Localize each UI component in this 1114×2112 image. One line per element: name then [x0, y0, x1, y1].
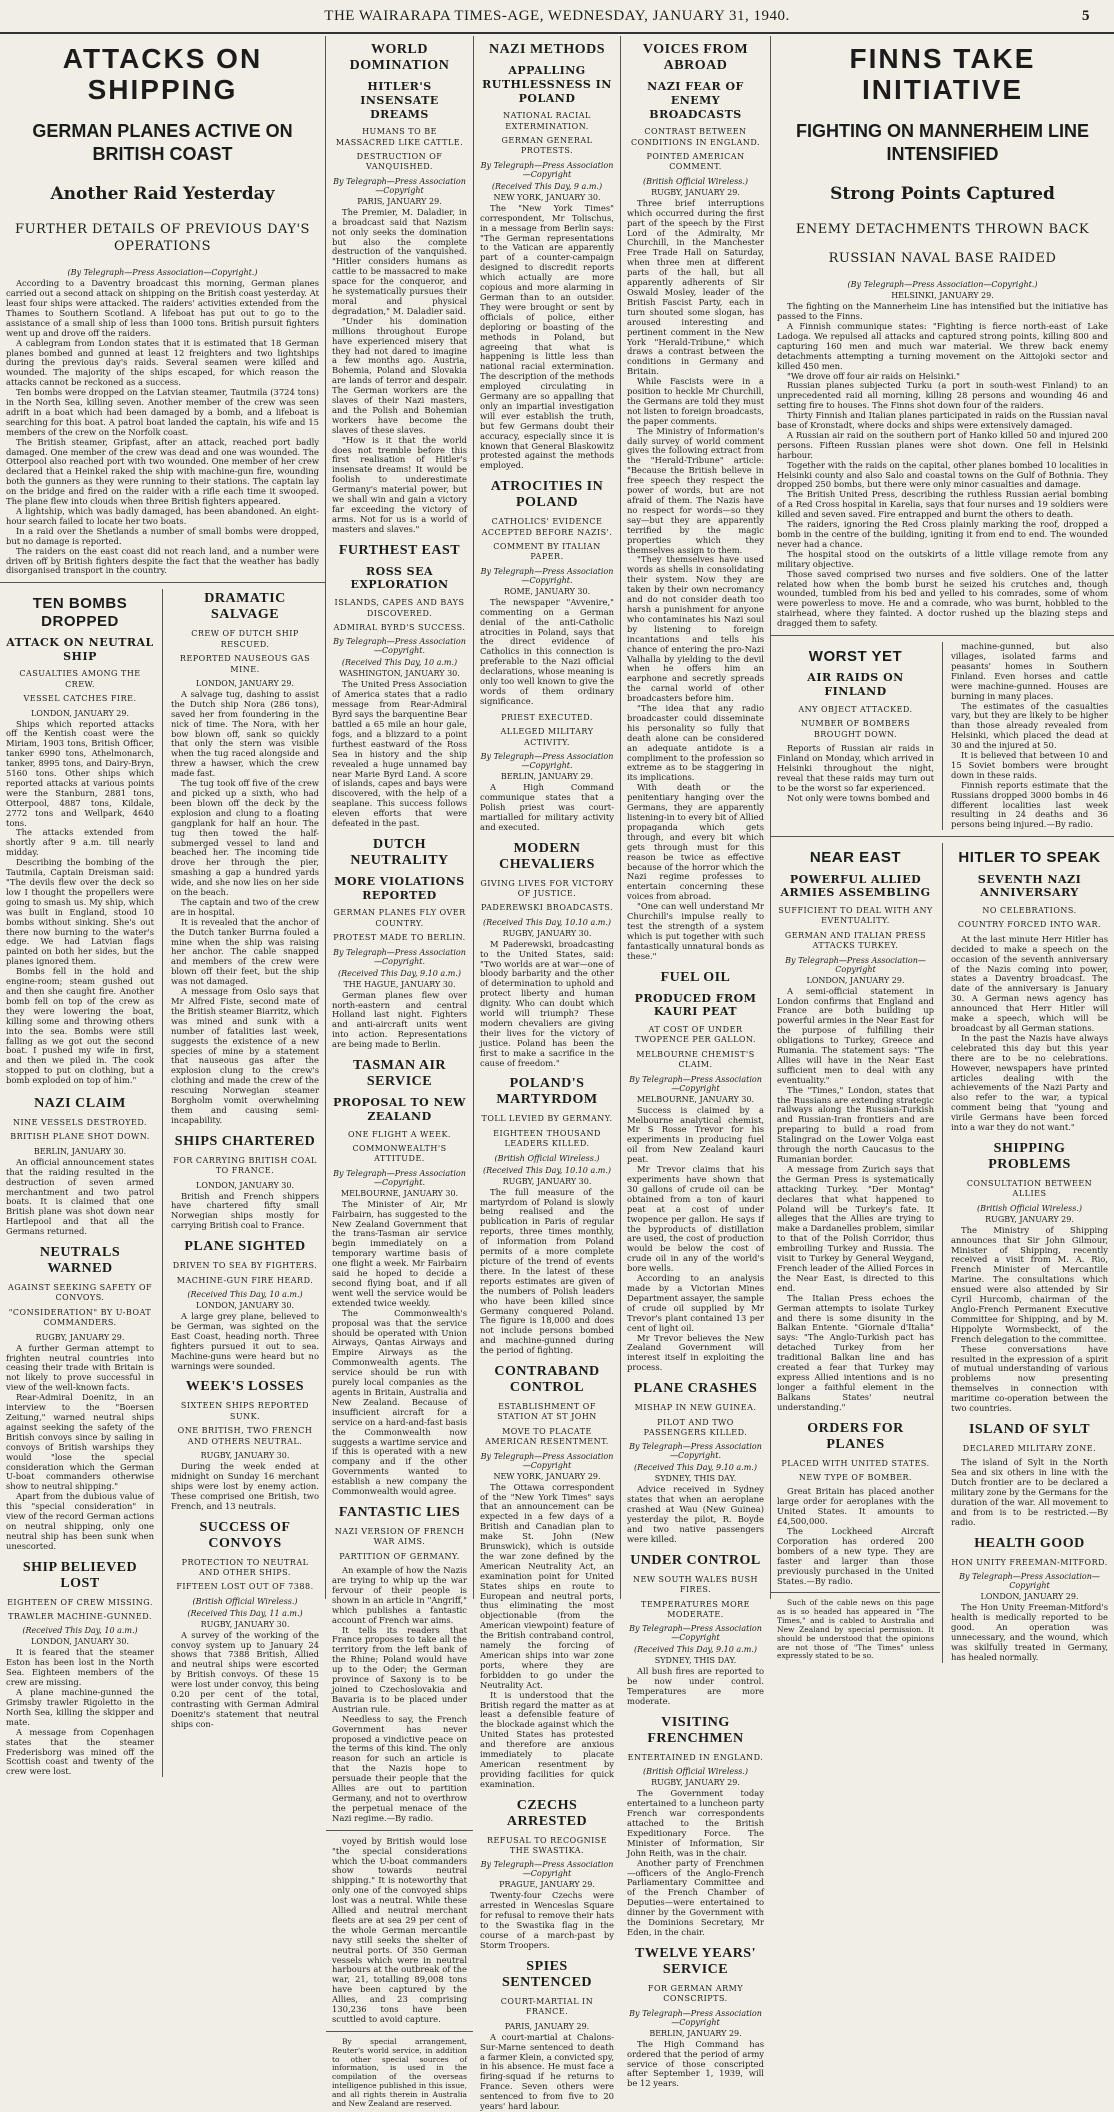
story-sub: APPALLING RUTHLESSNESS IN POLAND — [482, 64, 612, 105]
paragraph: Reports of Russian air raids in Finland on Monday, which arrived in Helsinki throughout the night, reveal that these raids may turn out to be the worst so far experienced. — [777, 742, 934, 793]
story-sub: EIGHTEEN THOUSAND LEADERS KILLED. — [493, 1128, 601, 1149]
paragraph: Apart from the dubious value of this "special consideration" in view of the record German actions on neutral shipping, only one neutral ship has been sunk when unescorted. — [6, 1491, 154, 1551]
story-headline: NEUTRALS WARNED — [39, 1245, 121, 1277]
story-sub: NEW SOUTH WALES BUSH FIRES. — [632, 1574, 759, 1595]
paragraph: The Ministry of Information's daily survey of world comment gives the following extract from the "Herald-Tribune" article: "Because the British believe in free speech they respect the power of words, but are not afraid of them. The Nazis have no respect for words—so they say—but they are apparently terrified by the magic properties which they themselves assign to them. — [627, 425, 764, 555]
story-headline: FUEL OIL — [660, 969, 731, 985]
paragraph: A plane machine-gunned the Grimsby trawler Rigoletto in the North Sea, killing the skipper and mate. — [6, 1687, 154, 1727]
paragraph: A further German attempt to frighten neutral countries into ceasing their trade with Britain is not likely to prove successful in view of the well-known facts. — [6, 1342, 154, 1393]
paragraph: A message from Copenhagen states that the steamer Frederisborg was mined off the Scottish coast and twenty of the crew were lost. — [6, 1726, 154, 1777]
page-number: 5 — [1082, 8, 1090, 24]
paragraph: Thirty Finnish and Italian planes participated in raids on the Russian naval base of Kronstadt, where docks and ships were extensively damaged. — [777, 410, 1108, 431]
paragraph: Describing the bombing of the Tautmila, Captain Dreisman said: "The devils flew over the deck so low I thought the propellers were going to smash us. My ship, which was built in England, stood 10 bombs without sinking. She's out there now burning to the water's edge. We had Latvian flags painted on both her sides, but the planes ignored them. — [6, 857, 154, 967]
paragraph: A salvage tug, dashing to assist the Dutch ship Nora (286 tons), saved her from foundering in the nick of time. The Nora, with her bow blown off, sank so quickly that only the stern was visible when the tug raced alongside and threw a hawser, which the crew made fast. — [171, 688, 319, 779]
story-sub: FIFTEEN LOST OUT OF 7388. — [176, 1582, 314, 1592]
paragraph: It is believed that between 10 and 15 Soviet bombers were brought down in these raids. — [951, 750, 1108, 780]
paragraph: It is feared that the steamer Eston has been lost in the North Sea. Eighteen members of the crew are missing. — [6, 1647, 154, 1688]
finns-credit: (By Telegraph—Press Association—Copyright.) — [847, 280, 1038, 290]
story-sub: REPORTED NAUSEOUS GAS MINE. — [179, 654, 311, 674]
paragraph: Rear-Admiral Doenitz, in an interview to the "Boersen Zeitung," warned neutral ships against seeking the safety of the British convoys since by sailing in convoys of British warships they would "lose the special consideration which the German U-boat commanders otherwise show to neutral shipping." — [6, 1392, 154, 1492]
paragraph: Twenty-four Czechs were arrested in Wenceslas Square for refusal to remove their hats to the Swastika flag in the course of a march-past by Storm Troopers. — [480, 1890, 614, 1951]
paragraph: A survey of the working of the convoy system up to January 24 shows that 7388 British, Allied and neutral ships were escorted by British convoys. Of these 15 were lost under convoy, this being 0.20 per cent of the total, contrasting with German Admiral Doenitz's statement that neutral ships con- — [171, 1629, 319, 1729]
paragraph: Not only were towns bombed and — [787, 792, 931, 803]
story-place: PARIS, JANUARY 29. — [357, 196, 442, 206]
story-credit: (Received This Day, 10 a.m.) — [187, 1289, 303, 1299]
story-credit: (Received This Day, 10 a.m.) — [22, 1626, 138, 1636]
paragraph: Ships which reported attacks off the Kentish coast were the Miriam, 1903 tons, British Officer, tanker 6990 tons, Athelmonarch, tanker, 8995 tons, and Dairy-Bryn, 5160 tons. Other ships which reported attacks at various points were the Stanburn, 2881 tons, Otterpool, 4887 tons, Kildale, 2772 tons and Wellpark, 4640 tons. — [6, 718, 154, 828]
story-sub: CASUALTIES AMONG THE CREW. — [19, 669, 141, 689]
paragraph: The British steamer, Gripfast, after an attack, reached port badly damaged. One member of the crew was dead and one was wounded. The Otterpool also reached port with two wounded. One member of her crew declared that a Heinkel raked the ship with machine-gun fire, wounding both the gunners as they were running to their stations. The captain lay on the bridge and fired on the raider with a rifle each time it swooped. The plane flew into clouds when three British fighters appeared. — [6, 436, 319, 507]
story-sub: TOLL LEVIED BY GERMANY. — [481, 1114, 613, 1124]
column-rule — [942, 642, 943, 830]
paragraph: The Government today entertained to a luncheon party French war correspondents attached to the British Expeditionary Force. The Minister of Information, Sir John Reith, was in the chair. — [627, 1788, 764, 1858]
story-sub: MELBOURNE CHEMIST'S CLAIM. — [636, 1049, 755, 1070]
story-sub: NAZI VERSION OF FRENCH WAR AIMS. — [334, 1526, 465, 1547]
story-sub: PRIEST EXECUTED. — [501, 712, 593, 722]
story-sub: ESTABLISHMENT OF STATION AT ST JOHN — [497, 1402, 597, 1422]
story-sub: COUNTRY FORCED INTO WAR. — [957, 920, 1102, 930]
story-place: PRAGUE, JANUARY 29. — [499, 1880, 595, 1890]
story-headline: CZECHS ARRESTED — [506, 1797, 588, 1829]
paragraph: The fighting on the Mannerheim Line has intensified but the initiative has passed to the Finns. — [777, 301, 1108, 322]
story-headline: SHIPPING PROBLEMS — [988, 1140, 1071, 1172]
left-two-columns — [6, 589, 319, 1777]
paragraph: The Ministry of Shipping announces that Sir John Gilmour, Minister of Shipping, recently received a visit from M. A. Rio, French Minister of Mercantile Marine. The consultations which ensued were also attended by Sir Cyril Hurcomb, chairman of the Anglo-French Permanent Executive Committee for Shipping, and by M. Hippolyte Wormsbeckt, of the French delegation to the committee. — [951, 1224, 1108, 1344]
story-sub: NINE VESSELS DESTROYED. — [12, 1118, 148, 1128]
story-credit: (Received This Day, 9.10 a.m.) — [634, 1645, 757, 1655]
story-sub: SEVENTH NAZI ANNIVERSARY — [977, 872, 1082, 900]
paragraph: Success is claimed by a Melbourne analytical chemist, Mr S Rosse Trevor for his experiments in producing fuel oil from New Zealand kauri peat. — [627, 1104, 764, 1165]
divider — [0, 582, 325, 583]
finns-sub1: FIGHTING ON MANNERHEIM LINE INTENSIFIED — [796, 120, 1089, 164]
attacks-body — [6, 279, 319, 576]
paragraph: The raiders, ignoring the Red Cross plainly marking the roof, dropped a bomb in the centre of the building, igniting it from end to end. The wounded never had a chance. — [777, 519, 1108, 549]
paragraph: With death or the penitentiary hanging over the Germans, they are apparently listening-in to every bit of Allied propaganda which gets through, and every bit which gets through must for this reason be twice as effective because of the horror which the Nazi regime professes to entertain concerning these voices from abroad. — [627, 782, 764, 902]
story-sub: DRIVEN TO SEA BY FIGHTERS. — [172, 1261, 318, 1271]
story-credit: By Telegraph—Press Association—Copyright — [629, 1074, 762, 1093]
story-sub: CREW OF DUTCH SHIP RESCUED. — [191, 629, 299, 649]
column-4 — [474, 36, 620, 2112]
story-sub: PRODUCED FROM KAURI PEAT — [634, 991, 757, 1019]
story-place: BERLIN, JANUARY 29. — [500, 771, 594, 781]
attacks-sub3: FURTHER DETAILS OF PREVIOUS DAY'S OPERATIONS — [15, 222, 310, 255]
paragraph: Another party of Frenchmen—officers of the Anglo-French Parliamentary Committee and of the French Chamber of Deputies—were entertained to dinner by the Government with the Dominions Secretary, Mr Eden, in the chair. — [627, 1857, 764, 1937]
divider — [771, 635, 1114, 636]
story-credit: By Telegraph—Press Association—Copyright. — [480, 751, 614, 770]
story-credit: By Telegraph—Press Association—Copyright — [480, 160, 614, 179]
story-headline: WORLD DOMINATION — [349, 42, 450, 73]
story-credit: By Telegraph—Press Association—Copyright — [785, 955, 926, 974]
story-credit: (British Official Wireless.) — [976, 1203, 1083, 1213]
col1-stories — [6, 589, 154, 1777]
story-place: MELBOURNE, JANUARY 30. — [340, 1188, 459, 1198]
paragraph: German planes flew over north-eastern and central Holland last night. Fighters and anti-aircraft units went into action. Representations are being made to Berlin. — [332, 989, 467, 1050]
story-sub: ATTACK ON NEUTRAL SHIP — [6, 635, 154, 663]
paragraph: The Hon Unity Freeman-Mitford's health is medically reported to be good. An operation was unnecessary, and the wound, which was skilfully treated in Germany, has healed normally. — [951, 1602, 1108, 1662]
story-headline: ATROCITIES IN POLAND — [490, 479, 604, 511]
paragraph: The Minister of Air, Mr Fairbairn, has suggested to the New Zealand Government that the trans-Tasman air service begin immediately on a temporary wartime basis of one flight a week. Mr Fairbairn said he hoped to decide a second flying boat, and if all went well the service would be extended twice weekly. — [332, 1198, 467, 1308]
masthead — [0, 0, 1114, 34]
paragraph: The "New York Times" correspondent, Mr Tolischus, in a message from Berlin says: "The German representations to the Vatican are apparently part of a counter-campaign designed to discredit reports which actually are more copious and more alarming in German than to an outsider. They were brought or sent by officials of police, either deploring or boasting of the methods in Poland, but agreeing that what is happening is little less than national racial extermination. The description of the methods employed circulating in Germany are so appalling that only an impartial investigation will ever establish the truth, but few Germans doubt their accuracy, especially since it is known that General Blaskowitz protested against the methods employed. — [480, 202, 614, 471]
story-sub: ALLEGED MILITARY ACTIVITY. — [500, 727, 594, 747]
paragraph: M Paderewski, broadcasting to the United States, said: "Two worlds are at war—one of bloody barbarity and the other of determination to uphold and protect liberty and human dignity. Who can doubt which world will triumph? These modern chevaliers are giving their lives for the victory of justice. Poland has been the first to make a sacrifice in the cause of freedom." — [480, 938, 614, 1068]
paragraph: A lightship, which was badly damaged, has been abandoned. An eight-hour search failed to locate her two boats. — [6, 506, 319, 526]
paragraph: The estimates of the casualties vary, but they are likely to be higher than those already revealed from Helsinki, which placed the dead at 30 and the injured at 50. — [951, 700, 1108, 751]
story-place: PARIS, JANUARY 29. — [504, 2021, 590, 2031]
story-headline: TASMAN AIR SERVICE — [352, 1058, 447, 1090]
story-sub: REFUSAL TO RECOGNISE THE SWASTIKA. — [486, 1835, 608, 1856]
story-headline: NAZI CLAIM — [34, 1096, 126, 1112]
story-headline: WEEK'S LOSSES — [185, 1379, 305, 1395]
paragraph: The Italian Press echoes the German attempts to isolate Turkey and there is some disunity in the Balkan Entente. "Giornale d'Italia" says: "The Anglo-Turkish pact has detached Turkey from her traditional Balkan line and has created a fear that Turkey may express Allied intentions and is no longer a faithful element in the Balkans States' neutral understanding." — [777, 1292, 934, 1412]
finns-headline: FINNS TAKE INITIATIVE — [849, 43, 1036, 105]
divider — [771, 1592, 940, 1593]
story-sub: NEW TYPE OF BOMBER. — [798, 1472, 913, 1482]
story-sub: FOR CARRYING BRITISH COAL TO FRANCE. — [173, 1155, 317, 1176]
finns-sub4: RUSSIAN NAVAL BASE RAIDED — [828, 251, 1057, 267]
story-sub: PROPOSAL TO NEW ZEALAND — [333, 1096, 466, 1123]
paragraph: British and French shippers have chartered fifty small Norwegian ships mostly for carrying British coal to France. — [171, 1190, 319, 1231]
story-sub: SIXTEEN SHIPS REPORTED SUNK. — [180, 1401, 310, 1421]
story-headline: DRAMATIC SALVAGE — [204, 591, 286, 623]
story-place: SYDNEY, THIS DAY. — [654, 1474, 737, 1484]
paragraph: According to a Daventry broadcast this morning, German planes carried out a second attack on shipping on the British coast yesterday. At least four ships were attacked. The raiders' activities extended from the Thames to Southern Scotland. A lifeboat has put out to go to the assistance of a small ship of less than 1000 tons. British pursuit fighters went up and drove off the raiders. — [6, 278, 319, 338]
story-headline: PLANE CRASHES — [633, 1381, 758, 1397]
divider — [771, 836, 1114, 837]
paragraph: The tug took off five of the crew and picked up a sixth, who had been blown off the deck by the explosion and clung to a floating gangplank for half an hour. The tug then towed the half-submerged vessel to land and beached her. The incoming tide drove her through the pier, smashing a gap a hundred yards wide, and she now lies on her side on the beach. — [171, 778, 319, 898]
paragraph: A High Command communique states that a Polish priest was court-martialled for military activity and executed. — [480, 781, 614, 832]
story-headline: SHIP BELIEVED LOST — [22, 1559, 138, 1591]
finns-sub3: ENEMY DETACHMENTS THROWN BACK — [795, 222, 1090, 238]
story-headline: MODERN CHEVALIERS — [499, 840, 595, 872]
story-sub: EIGHTEEN OF CREW MISSING. — [7, 1597, 153, 1607]
story-place: LONDON, JANUARY 29. — [806, 975, 905, 985]
finns-place: HELSINKI, JANUARY 29. — [891, 291, 994, 301]
paragraph: Three brief interruptions which occurred during the first part of the speech by the First Lord of the Admiralty, Mr Churchill, in the Manchester Free Trade Hall on Saturday, when three men at different parts of the hall, but all apparently adherents of Sir Oswald Mosley, leader of the British Fascist Party, each in turn shouted some slogan, has aroused interesting and pertinent comment in the New York "Herald-Tribune," which draws a contrast between the conditions in Germany and Britain. — [627, 197, 764, 377]
story-sub: PILOT AND TWO PASSENGERS KILLED. — [643, 1417, 748, 1437]
story-place: RUGBY, JANUARY 29. — [35, 1332, 125, 1342]
paragraph: The British United Press, describing the ruthless Russian aerial bombing of a Red Cross hospital in Karelia, says that four nurses and 19 soldiers were killed and seven saved. Fire entrapped and burnt the others to death. — [777, 489, 1108, 520]
paragraph: A large grey plane, believed to be German, was sighted on the East Coast, heading north. Three fighters pursued it out to sea. Machine-guns were heard but no warnings were sounded. — [171, 1310, 319, 1371]
story-sub: "CONSIDERATION" BY U-BOAT COMMANDERS. — [8, 1307, 152, 1328]
story-place: NEW YORK, JANUARY 29. — [493, 1471, 601, 1481]
story-headline: NEAR EAST — [809, 849, 902, 867]
story-headline: HITLER TO SPEAK — [958, 849, 1101, 867]
finns-sub2: Strong Points Captured — [830, 184, 1055, 205]
story-place: THE HAGUE, JANUARY 30. — [343, 979, 456, 989]
story-credit: (British Official Wireless.) — [642, 1767, 749, 1777]
notice: Such of the cable news on this page as is so headed has appeared in "The Times," and is cabled to Australia and New Zealand by special permission. It should be understood that the opinions are not those of "The Times" unless expressly stated to be so. — [777, 1598, 934, 1661]
story-place: LONDON, JANUARY 29. — [980, 1592, 1079, 1602]
story-headline: WORST YET — [808, 648, 903, 666]
paragraph: A Finnish communique states: "Fighting is fierce north-east of Lake Ladoga. We repulsed all attacks and captured strong points, killing 800 and capturing 160 men and much war material. We threw back enemy detachments attempting a turning movement on the Aittojoki sector and killed 450 men. — [777, 320, 1108, 371]
paragraph: Mr Trevor believes the New Zealand Government will interest itself in exploiting the process. — [627, 1332, 764, 1373]
column-rule — [162, 589, 163, 1777]
paragraph: "How is it that the world does not tremble before this first realisation of Hitler's insensate dreams! It would be foolish to underestimate Germany's material power, but we shall win and gain a victory far exceeding the victory of arms. Not for us is a world of masters and slaves." — [332, 434, 467, 534]
story-sub: ISLANDS, CAPES AND BAYS DISCOVERED. — [334, 598, 465, 618]
story-sub: AT COST OF UNDER TWOPENCE PER GALLON. — [634, 1025, 756, 1045]
story-place: LONDON, JANUARY 29. — [31, 708, 129, 718]
paragraph: An example of how the Nazis are trying to whip up the war fervour of their people is shown in an article in "Angriff," which publishes a fantastic account of French war aims. — [332, 1565, 467, 1625]
col2-stories — [171, 589, 319, 1777]
paragraph: The captain and two of the crew are in hospital. — [171, 896, 319, 917]
story-sub: GERMAN PLANES FLY OVER COUNTRY. — [333, 908, 466, 928]
paragraph: All bush fires are reported to be now under control. Temperatures are more moderate. — [627, 1666, 764, 1707]
right-two-columns — [777, 843, 1108, 1662]
paragraph: Together with the raids on the capital, other planes bombed 10 localities in Helsinki county and also Salo and coastal towns on the Gulf of Bothnia. They dropped 250 bombs, but there were only minor casualties and damage. — [777, 459, 1108, 490]
story-credit: By Telegraph—Press Association—Copyright — [333, 176, 466, 195]
paragraph: A semi-official statement in London confirms that England and France are both building up powerful armies in the Near East for the purpose of fulfilling their obligations to Turkey, Greece and Rumania. The statement says: "The Allies will have in the Near East sufficient men to deal with any eventuality." — [777, 985, 934, 1085]
paragraph: Advice received in Sydney states that when an aeroplane crashed at Wau (New Guinea) yesterday the pilot, R. Boyde and two native passengers were killed. — [627, 1484, 764, 1544]
story-credit: By Telegraph—Press Association—Copyright — [480, 1860, 614, 1879]
story-headline: NAZI METHODS — [488, 42, 606, 57]
paragraph: At the last minute Herr Hitler has decided to make a speech on the occasion of the seventh anniversary of the Nazis coming into power, states a Daventry broadcast. The date of the anniversary is January 30. A German news agency has announced that Herr Hitler will make a speech, which will be broadcast by all German stations. — [951, 933, 1108, 1033]
story-headline: ISLAND OF SYLT — [968, 1421, 1091, 1437]
story-place: RUGBY, JANUARY 29. — [985, 1214, 1074, 1224]
story-place: LONDON, JANUARY 30. — [196, 1180, 294, 1190]
story-credit: By Telegraph—Press Association—Copyright — [629, 2008, 762, 2027]
story-credit: By Telegraph—Press Association—Copyright. — [629, 1442, 762, 1461]
story-sub: MORE VIOLATIONS REPORTED — [334, 874, 465, 902]
paragraph: The High Command has ordered that the period of army service of those conscripted after September 1, 1939, will be 12 years. — [627, 2038, 764, 2089]
paragraph: Mr Trevor claims that his experiments have shown that 30 gallons of crude oil can be obtained from a ton of kauri peat at a cost of under twopence per gallon. He says if the byproducts of distillation are used, the cost of production would be below the cost of crude oil in any of the world's bore wells. — [627, 1164, 764, 1274]
story-credit: By Telegraph—Press Association—Copyright. — [333, 947, 466, 966]
story-sub: ANY OBJECT ATTACKED. — [798, 704, 913, 714]
story-headline: FANTASTIC LIES — [338, 1504, 461, 1520]
paragraph: A message from Zurich says that the German Press is systematically attacking Turkey. "Der Montag" declares that what happened to Poland will be Turkey's fate. It alleges that the Allies are trying to make a Dardanelles problem, similar to that of the Polish Corridor, thus embroiling Turkey and Russia. The visit to Turkey by General Weygand, French leader of the Allied Forces in the Near East, is directed to this end. — [777, 1163, 934, 1293]
story-credit: (British Official Wireless.) — [642, 176, 749, 186]
paragraph: According to an analysis made by a Victorian Mines Department assayer, the sample of crude oil supplied by Mr Trevor's plant contained 13 per cent of light oil. — [627, 1273, 764, 1333]
paragraph: The newspaper "Avvenire," commenting on a German denial of the anti-Catholic atrocities in Poland, says that the direct evidence of Catholics in this connection is preferable to the Nazi official declarations, whose meaning is only too well known to give the words of them ordinary significance. — [480, 596, 614, 706]
left-section — [0, 36, 325, 1777]
story-sub: MISHAP IN NEW GUINEA. — [634, 1403, 757, 1413]
story-sub: VESSEL CATCHES FIRE. — [23, 694, 137, 704]
story-headline: SHIPS CHARTERED — [174, 1133, 316, 1149]
story-headline: PLANE SIGHTED — [184, 1239, 306, 1255]
story-sub: ROSS SEA EXPLORATION — [350, 564, 449, 592]
story-sub: CONSULTATION BETWEEN ALLIES — [966, 1178, 1093, 1199]
story-sub: ADMIRAL BYRD'S SUCCESS. — [333, 623, 466, 632]
story-sub: AIR RAIDS ON FINLAND — [807, 671, 904, 699]
paragraph: A Russian air raid on the southern port of Hanko killed 50 and injured 200 persons. Fifteen Russian planes were shot down. One fell in Helsinki harbour. — [777, 429, 1108, 460]
attacks-sub2: Another Raid Yesterday — [50, 184, 275, 205]
column-rule — [942, 843, 943, 1662]
story-place: LONDON, JANUARY 29. — [196, 678, 294, 688]
story-headline: POLAND'S MARTYRDOM — [496, 1076, 598, 1108]
story-sub: TRAWLER MACHINE-GUNNED. — [8, 1612, 152, 1622]
story-sub: DESTRUCTION OF VANQUISHED. — [356, 152, 443, 172]
paragraph: Ten bombs were dropped on the Latvian steamer, Tautmila (3724 tons) in the North Sea, killing seven. Another member of the crew was seen adrift in a boat which had been damaged by a bomb, and a lifeboat is searching for this boat. A patrol boat landed the captain, his wife and 15 members of the crew on the Norfolk coast. — [6, 387, 319, 437]
story-sub: SUFFICIENT TO DEAL WITH ANY EVENTUALITY. — [778, 906, 933, 926]
paragraph: Those saved comprised two nurses and five soldiers. One of the latter related how when the bomb burst he seized his crutches and, though wounded, tumbled from his bed and yelled to his comrades, some of whom were powerless to move. He and a comrade, who was burnt, hobbled to the stairhead, where they fainted. A doctor rushed up the blazing steps and dragged them to safety. — [777, 568, 1108, 629]
paragraph: "They themselves have used words as shells in consolidating their system. Now they are taken by their own necromancy and do not consider death too harsh a punishment for anyone who contaminates his Nazi soul by listening to foreign incantations and tells his chance of entering the pro-Nazi Valhalla by yielding to the devil when he offers him an earphone and secretly spreads the carnal world of other broadcasters before him. — [627, 554, 764, 704]
story-headline: UNDER CONTROL — [630, 1552, 761, 1568]
story-sub: HITLER'S INSENSATE DREAMS — [360, 80, 439, 121]
story-sub: HON UNITY FREEMAN-MITFORD. — [951, 1557, 1108, 1567]
story-sub: PROTEST MADE TO BERLIN. — [333, 933, 466, 943]
story-place: RUGBY, JANUARY 30. — [200, 1619, 290, 1629]
divider — [326, 1830, 473, 1831]
paragraph: A cablegram from London states that it is estimated that 18 German planes bombed and gunned at least 12 freighters and two lightships during the previous day's raids. Several seamen were killed and wounded. The majority of the ships escaped, for which reason the attacks cannot be reckoned as a success. — [6, 337, 319, 388]
story-place: RUGBY, JANUARY 30. — [200, 1450, 290, 1460]
paragraph: A message from Oslo says that Mr Alfred Fiste, second mate of the British steamer Biarritz, which was mined and sunk with a number of fatalities last week, suggests the existence of a new species of mine by a statement that nauseous gas after the explosion clung to the crew's clothing and made the crew of the rescuing Norwegian steamer Borgholm vomit overwhelming them and causing semi-incapability. — [171, 986, 319, 1125]
paragraph: Russian planes subjected Turku (a port in south-west Finland) to an unprecedented raid all morning, killing 28 persons and wounding 46 and setting fire to houses. The Finns shot down four of the raiders. — [777, 380, 1108, 411]
story-sub: PLACED WITH UNITED STATES. — [781, 1458, 930, 1468]
story-headline: TEN BOMBS DROPPED — [32, 595, 128, 630]
paragraph: Bombs fell in the hold and engine-room; steam gushed out and then she caught fire. Another bomb fell on top of the crew as they were lowering the boat, killing some and throwing others into the sea. Bombs were still falling as we got out the second boat. I pushed my wife in first, and then we piled in. The cook stopped to put on clothing, but a bomb exploded on top of him." — [6, 966, 154, 1086]
story-sub: NATIONAL RACIAL EXTERMINATION. — [503, 111, 591, 131]
story-sub: ONE BRITISH, TWO FRENCH AND OTHERS NEUTRAL. — [177, 1426, 313, 1446]
story-sub: HUMANS TO BE MASSACRED LIKE CATTLE. — [335, 127, 464, 147]
paragraph: Great Britain has placed another large order for aeroplanes with the United States. It amounts to £4,500,000. — [777, 1486, 934, 1527]
story-sub: PADEREWSKI BROADCASTS. — [480, 903, 614, 913]
story-sub: BRITISH PLANE SHOT DOWN. — [10, 1132, 150, 1142]
paragraph: It tells its readers that France proposes to take all the territory from the left bank of the Rhine; Poland would have up to the Oder; the German province of Saxony is to be joined to Czechoslovakia and Bavaria is to be placed under Austrian rule. — [332, 1624, 467, 1714]
story-credit: (Received This Day, 9.10 a.m.) — [634, 1463, 757, 1473]
paragraph: A court-martial at Chalons-Sur-Marne sentenced to death a farmer Klein, a convicted spy, in his absence. He must face a firing-squad if he returns to France. Seven others were sentenced to from five to 20 years' hard labour. — [480, 2031, 614, 2112]
paragraph: "The idea that any radio broadcaster could disseminate his personality so fully that death alone can be considered an adequate antidote is a compliment to the profession so extreme as to be staggering in its implications. — [627, 703, 764, 783]
story-sub: MACHINE-GUN FIRE HEARD. — [176, 1275, 314, 1285]
story-credit: By Telegraph—Press Association—Copyright. — [333, 1168, 466, 1187]
paragraph: The island of Sylt in the North Sea and six others in line with the Dutch frontier are to be declared a military zone by the Germans for the duration of the war. All movement to and from is to be restricted.—By radio. — [951, 1457, 1108, 1527]
story-sub: DECLARED MILITARY ZONE. — [962, 1443, 1097, 1453]
paragraph: Finnish reports estimate that the Russians dropped 3000 bombs in 46 different localities last week resulting in 24 deaths and 36 persons being injured.—By radio. — [951, 779, 1108, 830]
story-sub: CONTRAST BETWEEN CONDITIONS IN ENGLAND. — [630, 127, 761, 147]
attacks-headline: ATTACKS ON SHIPPING — [62, 43, 263, 105]
notice: By special arrangement, Reuter's world service, in addition to other special sources of information, is used in the compilation of the overseas intelligence published in this issue, and all rights therein in Australia and New Zealand are reserved. — [332, 2036, 467, 2108]
paragraph: While Fascists were in a position to heckle Mr Churchill, the Germans are told they must not listen to foreign broadcasts, the paper comments. — [627, 376, 764, 426]
story-sub: NAZI FEAR OF ENEMY BROADCASTS — [647, 80, 744, 121]
story-place: LONDON, JANUARY 30. — [196, 1300, 294, 1310]
story-headline: FURTHEST EAST — [338, 542, 461, 558]
story-place: SYDNEY, THIS DAY. — [654, 1656, 737, 1666]
story-sub: ENTERTAINED IN ENGLAND. — [627, 1752, 764, 1762]
paragraph: During the week ended at midnight on Sunday 16 merchant ships were lost by enemy action. These comprised one British, two French, and 13 neutrals. — [171, 1460, 319, 1511]
attacks-credit: (By Telegraph—Press Association—Copyright.) — [67, 268, 258, 278]
story-sub: NO CELEBRATIONS. — [982, 906, 1077, 916]
story-headline: VOICES FROM ABROAD — [642, 42, 749, 73]
story-place: RUGBY, JANUARY 30. — [502, 1176, 592, 1186]
story-place: RUGBY, JANUARY 29. — [651, 187, 740, 197]
paragraph: "One can well understand Mr Churchill's impulse really to test the strength of a system which is put together with such fantastically unnatural bonds as these." — [627, 901, 764, 961]
paragraph: The Ottawa correspondent of the "New York Times" says that an announcement can be expected in a few days of a British and Canadian plan to make St. John (New Brunswick), which is outside the war zone defined by the American Neutrality Act, an examination point for United States ships en route to European and neutral ports, thus eliminating the most objectionable (from the American viewpoint) feature of the British contraband control, namely the forcing of American ships into war zone ports, where they are forbidden to go under the Neutrality Act. — [480, 1481, 614, 1690]
paragraph: Needless to say, the French Government has never proposed a vindictive peace on the terms of this kind. The only reason for such an article is that the Nazis hope to persuade their people that the Allies are out to partition Germany, and not to overthrow the perpetual menace of the Nazi regime.—By radio. — [332, 1713, 467, 1823]
story-place: BERLIN, JANUARY 29. — [649, 2028, 742, 2038]
story-sub: AGAINST SEEKING SAFETY OF CONVOYS. — [7, 1283, 153, 1303]
story-place: RUGBY, JANUARY 29. — [651, 1778, 740, 1788]
paragraph: It is understood that the British regard the matter as at least a defensible feature of the blockade against which the United States has protested and therefore are anxious immediately to placate American resentment by providing facilities for quick examination. — [480, 1689, 614, 1789]
story-headline: DUTCH NEUTRALITY — [350, 836, 449, 868]
story-sub: GIVING LIVES FOR VICTORY OF JUSTICE. — [480, 878, 614, 898]
paragraph: The Lockheed Aircraft Corporation has ordered 200 bombers of a new type. They are faster and larger than those previously purchased in the United States.—By radio. — [777, 1525, 934, 1586]
story-sub: CATHOLICS' EVIDENCE ACCEPTED BEFORE NAZIS'. — [481, 517, 613, 537]
story-sub: COMMENT BY ITALIAN PAPER. — [493, 542, 601, 562]
paragraph: In a raid over the Shetlands a number of small bombs were dropped, but no damage is reported. — [6, 525, 319, 546]
paragraph: The Premier, M. Daladier, in a broadcast said that Nazism not only seeks the domination but also the complete destruction of the vanquished. "Hitler considers humans as cattle to be massacred to make space for the conqueror, and he systematically pursues their moral and physical degradation," M. Daladier said. — [332, 206, 467, 316]
paragraph: The United Press Association of America states that a radio message from Rear-Admiral Byrd says the barquentine Bear battled a 65 mile an hour gale, fogs, and a blizzard to a point furthest eastward of the Ross Sea in history and the ship revealed a huge unnamed bay near Marie Byrd Land. A score of islands, capes and bays were discovered, with the help of a seaplane. This success follows eleven efforts that were defeated in the past. — [332, 679, 467, 829]
paragraph: The Commonwealth's proposal was that the service should be operated with Union Airways, Qantas Airways and Empire Airways as the Commonwealth agents. The service should be run with purely local companies as the agents in Britain, Australia and New Zealand. Because of insufficient aircraft for a service on a hard-and-fast basis the Commonwealth now suggests a wartime service and if this is operated with a new company and if the other Governments wanted to establish a new company the Commonwealth would agree. — [332, 1307, 467, 1497]
paragraph: The attacks extended from shortly after 9 a.m. till nearly midday. — [6, 827, 154, 858]
story-headline: HEALTH GOOD — [974, 1535, 1085, 1551]
story-headline: TWELVE YEARS' SERVICE — [634, 1945, 756, 1977]
story-headline: CONTRABAND CONTROL — [494, 1364, 600, 1396]
story-sub: FOR GERMAN ARMY CONSCRIPTS. — [647, 1983, 744, 2004]
story-sub: GERMAN AND ITALIAN PRESS ATTACKS TURKEY. — [784, 930, 927, 951]
story-headline: ORDERS FOR PLANES — [807, 1420, 904, 1452]
paragraph: An official announcement states that the raiding resulted in the destruction of seven armed merchantment and two patrol boats. It is claimed that one British plane was shot down near Hartlepool and that all the Germans returned. — [6, 1156, 154, 1237]
paragraph: "Under his domination millions throughout Europe have experienced misery that they had not dared to imagine a few months ago. Austria, Bohemia, Poland and Slovakia are lands of terror and despair. The German workers are the slaves of their Nazi masters, and the Polish and Bohemian workers have become the slaves of these slaves. — [332, 315, 467, 435]
story-credit: By Telegraph—Press Association—Copyright — [629, 1624, 762, 1643]
story-sub: COURT-MARTIAL IN FRANCE. — [500, 1996, 594, 2017]
masthead-title: THE WAIRARAPA TIMES-AGE, WEDNESDAY, JANUARY 31, 1940. — [324, 7, 790, 24]
divider — [326, 2031, 473, 2032]
story-sub: NUMBER OF BOMBERS BROUGHT DOWN. — [800, 719, 911, 739]
story-sub: POWERFUL ALLIED ARMIES ASSEMBLING — [780, 872, 931, 900]
story-credit: (British Official Wireless.) — [192, 1596, 298, 1606]
paragraph: In the past the Nazis have always celebrated this day but this year there are to be no celebrations. However, newspapers have printed articles dealing with the achievements of the Nazi Party and also refer to the war, a typical comment being that "young and virile Germans have been forced into a war they do not want." — [951, 1032, 1108, 1133]
paragraph: The raiders on the east coast did not reach land, and a number were driven off by British fighters despite the fact that the weather has badly disorganised transport in the country. — [6, 545, 319, 576]
paragraph: "We drove off four air raids on Helsinki." — [787, 370, 961, 381]
story-sub: PROTECTION TO NEUTRAL AND OTHER SHIPS. — [181, 1557, 309, 1577]
paragraph: The "Times," London, states that the Russians are extending strategic railways along the Russian-Turkish and Russian-Iran frontiers and are preparing to build a road from Stalingrad on the Lower Volga east through the north Caucasus to the Rumanian border. — [777, 1084, 934, 1164]
attacks-sub1: GERMAN PLANES ACTIVE ON BRITISH COAST — [32, 120, 293, 164]
story-sub: TEMPERATURES MORE MODERATE. — [640, 1599, 751, 1619]
paragraph: The hospital stood on the outskirts of a little village remote from any military objective. — [777, 548, 1108, 569]
story-credit: (Received This Day, 10.10 a.m.) — [483, 1165, 611, 1175]
story-headline: SUCCESS OF CONVOYS — [199, 1519, 291, 1551]
paragraph: The full measure of the martyrdom of Poland is slowly being realised and the publication in Paris of regular reports, three times monthly, of information from Poland permits of a more complete picture of the trend of events there. In the latest of these reports estimates are given of the numbers of Polish leaders who have been killed since Germany conquered Poland. The figure is 18,000 and does not include persons bombed and machine-gunned during the period of fighting. — [480, 1186, 614, 1356]
story-place: ROME, JANUARY 30. — [503, 586, 591, 596]
paragraph: These conversations have resulted in the expression of a spirit of mutual understanding of various problems now presenting themselves in connection with maritime co-operation between the two countries. — [951, 1343, 1108, 1414]
story-credit: (Received This Day, 10 a.m.) — [341, 658, 458, 668]
story-headline: SPIES SENTENCED — [501, 1958, 593, 1990]
story-place: RUGBY, JANUARY 30. — [502, 928, 592, 938]
story-sub: ONE FLIGHT A WEEK. — [348, 1129, 451, 1139]
story-credit: By Telegraph—Press Association—Copyright. — [480, 566, 614, 585]
paragraph: It is revealed that the anchor of the Dutch tanker Burrna fouled a mine when the ship was raising her anchor. The cable snapped and members of the crew were blown off their feet, but the ship was not damaged. — [171, 916, 319, 987]
worst-yet-block — [777, 642, 1108, 830]
story-credit: (Received This Day, 9.10 a.m.) — [338, 968, 461, 978]
story-credit: By Telegraph—Press Association—Copyright. — [333, 637, 466, 656]
column-3 — [326, 36, 473, 2108]
story-sub: MOVE TO PLACATE AMERICAN RESENTMENT. — [485, 1426, 609, 1447]
story-place: MELBOURNE, JANUARY 30. — [636, 1094, 755, 1104]
story-credit: By Telegraph—Press Association—Copyright — [959, 1572, 1100, 1591]
story-sub: POINTED AMERICAN COMMENT. — [646, 152, 745, 172]
story-credit: (Received This Day, 10.10 a.m.) — [483, 917, 611, 927]
story-credit: (Received This Day, 9 a.m.) — [491, 181, 603, 191]
paragraph: voyed by British would lose "the special considerations which the U-boat commanders show towards neutral shipping." It is noteworthy that only one of the convoyed ships lost was a neutral. While these Allied and neutral merchant fleets are at sea 29 per cent of the whole German mercantile navy still seeks the shelter of neutral ports. Of 350 German vessels which were in neutral harbours at the outbreak of the war, 21, totalling 89,008 tons have been captured by the Allies, and 23 comprising 130,236 tons have been scuttled to avoid capture. — [332, 1835, 467, 2024]
story-credit: (British Official Wireless.) — [494, 1153, 600, 1163]
story-place: WASHINGTON, JANUARY 30. — [339, 669, 460, 679]
story-credit: (Received This Day, 11 a.m.) — [187, 1608, 303, 1618]
paragraph: machine-gunned, but also villages, isolated farms and peasants' homes in Southern Finland. Even horses and cattle were machine-gunned. Houses are burning in many places. — [951, 641, 1108, 701]
story-sub: GERMAN GENERAL PROTESTS. — [501, 136, 593, 156]
story-credit: By Telegraph—Press Association—Copyright — [480, 1451, 614, 1470]
story-place: BERLIN, JANUARY 30. — [33, 1146, 127, 1156]
story-headline: VISITING FRENCHMEN — [647, 1714, 744, 1746]
story-place: LONDON, JANUARY 30. — [31, 1637, 129, 1647]
story-place: NEW YORK, JANUARY 30. — [493, 192, 601, 202]
story-sub: PARTITION OF GERMANY. — [339, 1551, 460, 1561]
story-sub: COMMONWEALTH'S ATTITUDE. — [352, 1143, 447, 1164]
right-section — [771, 36, 1114, 1662]
column-5 — [621, 36, 770, 2089]
